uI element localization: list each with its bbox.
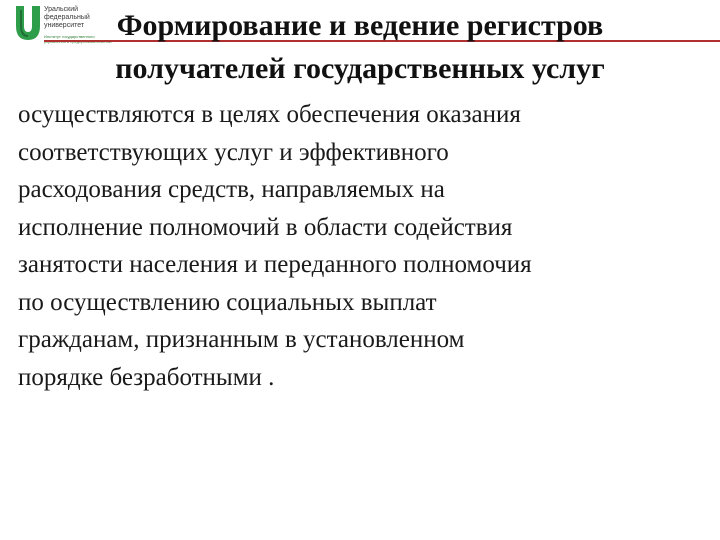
logo-institute: Институт государственного bbox=[44, 34, 95, 39]
body-line-2: соответствующих услуг и эффективного bbox=[18, 138, 449, 166]
body-line-4: исполнение полномочий в области содействия bbox=[18, 213, 513, 241]
slide-title-line-2: получателей государственных услуг bbox=[115, 52, 605, 85]
body-line-1: осуществляются в целях обеспечения оказания bbox=[18, 101, 521, 128]
slide-body bbox=[18, 96, 708, 396]
logo-name: Уральский федеральный университет bbox=[44, 6, 90, 29]
body-line-3: расходования средств, направляемых на bbox=[18, 176, 445, 203]
body-line-5: занятости населения и переданного полномочия bbox=[18, 251, 532, 278]
urfu-logo-icon bbox=[14, 4, 42, 44]
body-line-7: гражданам, признанным в установленном bbox=[18, 326, 465, 353]
body-line-6: по осуществлению социальных выплат bbox=[18, 288, 437, 316]
body-line-8: порядке безработными . bbox=[18, 363, 275, 391]
slide-title-line-1: Формирование и ведение регистров bbox=[116, 9, 604, 42]
slide-title bbox=[40, 4, 680, 90]
